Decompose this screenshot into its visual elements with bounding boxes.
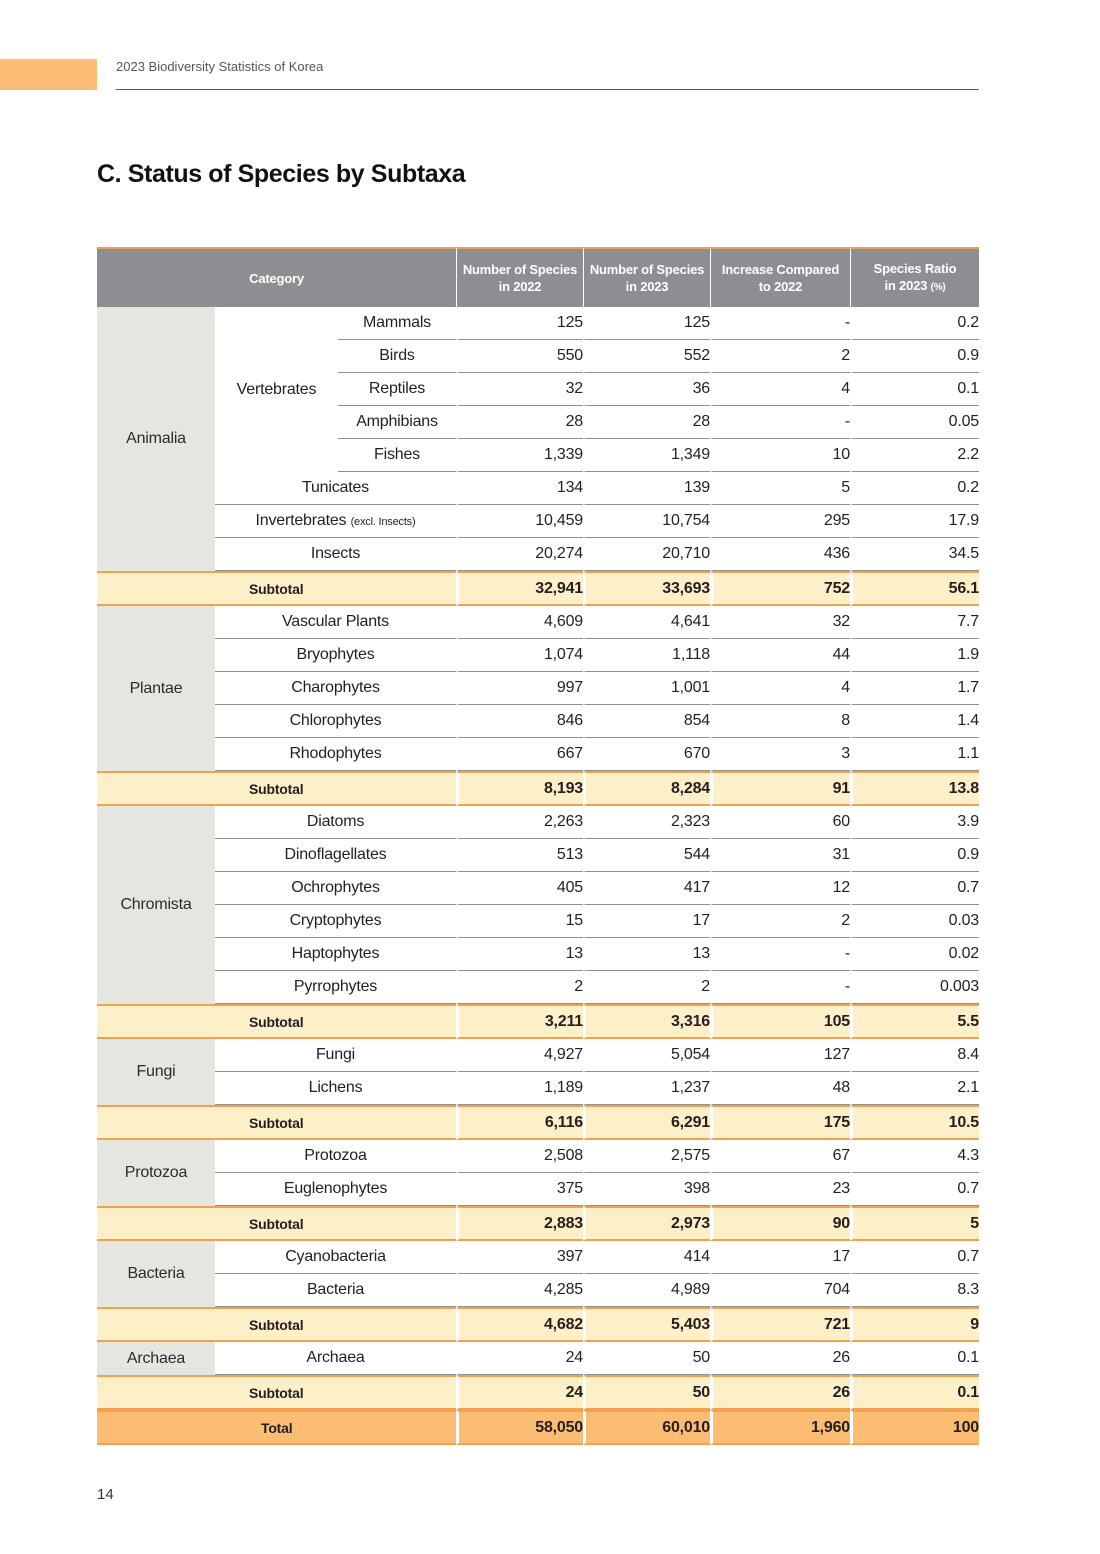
header-species-ratio: Species Ratio in 2023 (%): [850, 247, 979, 307]
kingdom-archaea: Archaea: [97, 1342, 215, 1375]
kingdom-chromista: Chromista: [97, 806, 215, 1004]
table-row: Bacteria 4,285 4,989 704 8.3: [97, 1274, 979, 1307]
total-row: Total 58,050 60,010 1,960 100: [97, 1410, 979, 1445]
table-row: Lichens 1,189 1,237 48 2.1: [97, 1072, 979, 1105]
kingdom-animalia: Animalia: [97, 307, 215, 571]
subtotal-row: Subtotal 32,941 33,693 752 56.1: [97, 571, 979, 606]
running-header-title: 2023 Biodiversity Statistics of Korea: [116, 59, 324, 74]
subtotal-row: Subtotal 8,193 8,284 91 13.8: [97, 771, 979, 806]
table-row: Protozoa Protozoa 2,508 2,575 67 4.3: [97, 1140, 979, 1173]
table-row: Cryptophytes 15 17 2 0.03: [97, 905, 979, 938]
table-row: Chlorophytes 846 854 8 1.4: [97, 705, 979, 738]
kingdom-plantae: Plantae: [97, 606, 215, 771]
species-by-subtaxa-table: [97, 247, 979, 1445]
subtotal-row: Subtotal 2,883 2,973 90 5: [97, 1206, 979, 1241]
table-row: Bacteria Cyanobacteria 397 414 17 0.7: [97, 1241, 979, 1274]
table-row: Dinoflagellates 513 544 31 0.9: [97, 839, 979, 872]
table-row: Animalia Vertebrates Mammals 125 125 - 0.2: [97, 307, 979, 340]
table-row: Amphibians 28 28 - 0.05: [97, 406, 979, 439]
table-row: Birds 550 552 2 0.9: [97, 340, 979, 373]
table-header-row: [97, 247, 979, 307]
section-title: C. Status of Species by Subtaxa: [97, 160, 466, 188]
table-row: Reptiles 32 36 4 0.1: [97, 373, 979, 406]
header-category: Category: [97, 247, 456, 307]
table-row: Chromista Diatoms 2,263 2,323 60 3.9: [97, 806, 979, 839]
table-row: Ochrophytes 405 417 12 0.7: [97, 872, 979, 905]
subtotal-row: Subtotal 6,116 6,291 175 10.5: [97, 1105, 979, 1140]
header-accent-bar: [0, 59, 97, 90]
table-row: Rhodophytes 667 670 3 1.1: [97, 738, 979, 771]
kingdom-fungi: Fungi: [97, 1039, 215, 1105]
table-row: Bryophytes 1,074 1,118 44 1.9: [97, 639, 979, 672]
subtotal-row: Subtotal 4,682 5,403 721 9: [97, 1307, 979, 1342]
table-row: Plantae Vascular Plants 4,609 4,641 32 7.7: [97, 606, 979, 639]
table-row: Invertebrates (excl. Insects) 10,459 10,754 295 17.9: [97, 505, 979, 538]
table-row: Haptophytes 13 13 - 0.02: [97, 938, 979, 971]
table-row: Fungi Fungi 4,927 5,054 127 8.4: [97, 1039, 979, 1072]
group-vertebrates: Vertebrates: [236, 380, 317, 398]
kingdom-protozoa: Protozoa: [97, 1140, 215, 1206]
table-row: Pyrrophytes 2 2 - 0.003: [97, 971, 979, 1004]
header-species-2022: Number of Species in 2022: [456, 247, 583, 307]
table-row: Euglenophytes 375 398 23 0.7: [97, 1173, 979, 1206]
table-row: Charophytes 997 1,001 4 1.7: [97, 672, 979, 705]
header-species-2023: Number of Species in 2023: [583, 247, 710, 307]
header-rule: [116, 89, 979, 90]
kingdom-bacteria: Bacteria: [97, 1241, 215, 1307]
table-row: Tunicates 134 139 5 0.2: [97, 472, 979, 505]
table-row: Fishes 1,339 1,349 10 2.2: [97, 439, 979, 472]
page-number: 14: [97, 1486, 114, 1503]
subtotal-row: Subtotal 24 50 26 0.1: [97, 1375, 979, 1410]
table-row: Insects 20,274 20,710 436 34.5: [97, 538, 979, 571]
header-increase: Increase Compared to 2022: [710, 247, 850, 307]
subtotal-row: Subtotal 3,211 3,316 105 5.5: [97, 1004, 979, 1039]
table-row: Archaea Archaea 24 50 26 0.1: [97, 1342, 979, 1375]
